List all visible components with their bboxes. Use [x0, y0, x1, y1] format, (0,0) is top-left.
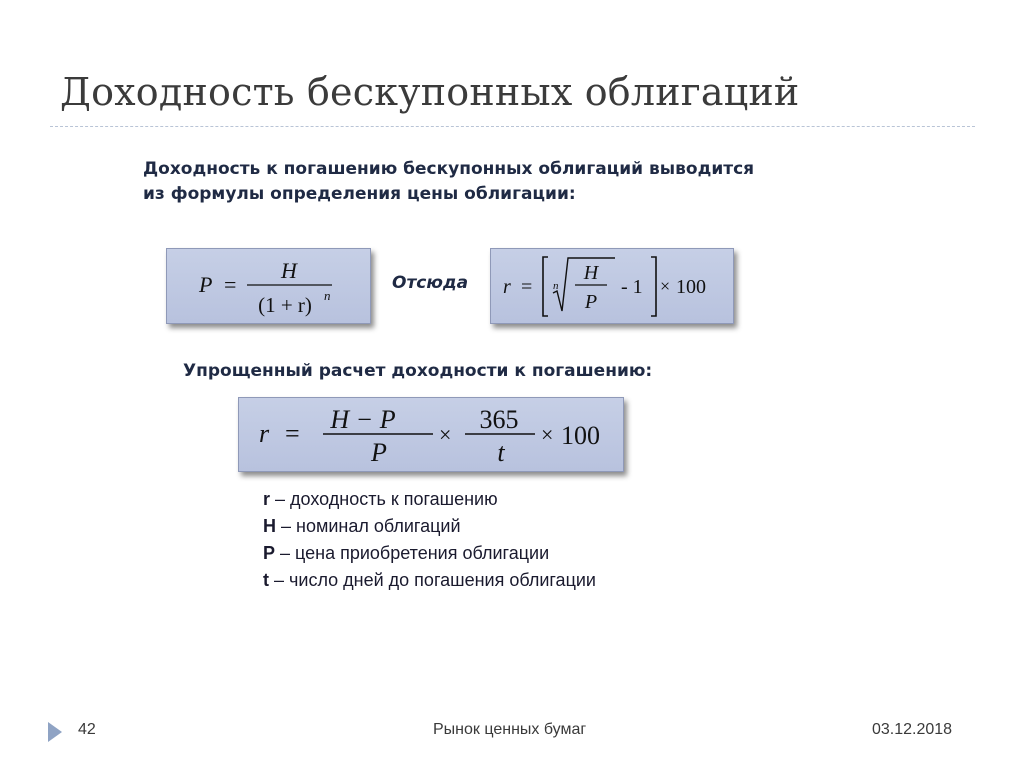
price-formula-eq: = [224, 272, 237, 297]
yield-formula-numerator: H [583, 262, 599, 284]
legend-text: – цена приобретения облигации [275, 543, 550, 563]
simplified-formula-eq: = [285, 419, 300, 448]
price-formula-denominator: (1 + r) [258, 293, 312, 317]
footer-subject: Рынок ценных бумаг [433, 721, 587, 738]
intro-line-1: Доходность к погашению бескупонных облигаций выводится [143, 159, 755, 179]
yield-formula-root-index: n [553, 280, 559, 292]
price-formula-numerator: H [281, 258, 297, 283]
footer-date: 03.12.2018 [872, 721, 953, 738]
simplified-formula-box [238, 397, 624, 472]
legend-text: – доходность к погашению [270, 489, 498, 509]
legend-item-p [263, 540, 596, 567]
legend-text: – число дней до погашения облигации [269, 570, 596, 590]
variable-legend [263, 486, 596, 594]
simplified-formula-lhs: r [259, 419, 270, 448]
intro-line-2: из формулы определения цены облигации: [143, 184, 576, 204]
yield-formula-lhs: r [503, 276, 511, 298]
legend-symbol: r [263, 489, 271, 509]
price-formula-lhs: P [199, 272, 213, 297]
yield-formula-eq: = [521, 276, 533, 298]
yield-formula-minus-one: - 1 [621, 276, 643, 298]
legend-text: – номинал облигаций [276, 516, 461, 536]
simplified-formula-times-1: × [439, 422, 452, 447]
yield-formula [491, 249, 733, 323]
legend-item-t [263, 567, 596, 594]
simplified-formula-denominator-1: P [371, 438, 387, 467]
simplified-formula-times-2: × [541, 422, 554, 447]
legend-item-h [263, 513, 596, 540]
simplified-formula [239, 398, 623, 471]
legend-item-r [263, 486, 596, 513]
legend-symbol: P [263, 543, 276, 563]
yield-formula-box [490, 248, 734, 324]
footer-arrow-icon [48, 722, 62, 742]
slide-title: Доходность бескупонных облигаций [60, 70, 800, 114]
title-divider [50, 126, 975, 127]
price-formula [167, 249, 370, 323]
legend-symbol: t [263, 570, 269, 590]
intro-text [143, 157, 883, 207]
simplified-formula-numerator-1: H − P [330, 405, 396, 434]
yield-formula-denominator: P [584, 291, 598, 313]
yield-formula-hundred: 100 [676, 276, 706, 298]
simplified-formula-denominator-2: t [497, 438, 505, 467]
legend-symbol: H [263, 516, 276, 536]
simplified-formula-hundred: 100 [561, 421, 600, 450]
page-number: 42 [78, 721, 96, 738]
right-bracket-icon [651, 257, 656, 316]
simplified-formula-numerator-2: 365 [479, 405, 519, 434]
price-formula-exponent: n [324, 288, 331, 303]
price-formula-box [166, 248, 371, 324]
left-bracket-icon [543, 257, 548, 316]
yield-formula-times: × [660, 276, 671, 296]
connector-text: Отсюда [392, 273, 469, 293]
simplified-heading: Упрощенный расчет доходности к погашению: [183, 361, 653, 381]
